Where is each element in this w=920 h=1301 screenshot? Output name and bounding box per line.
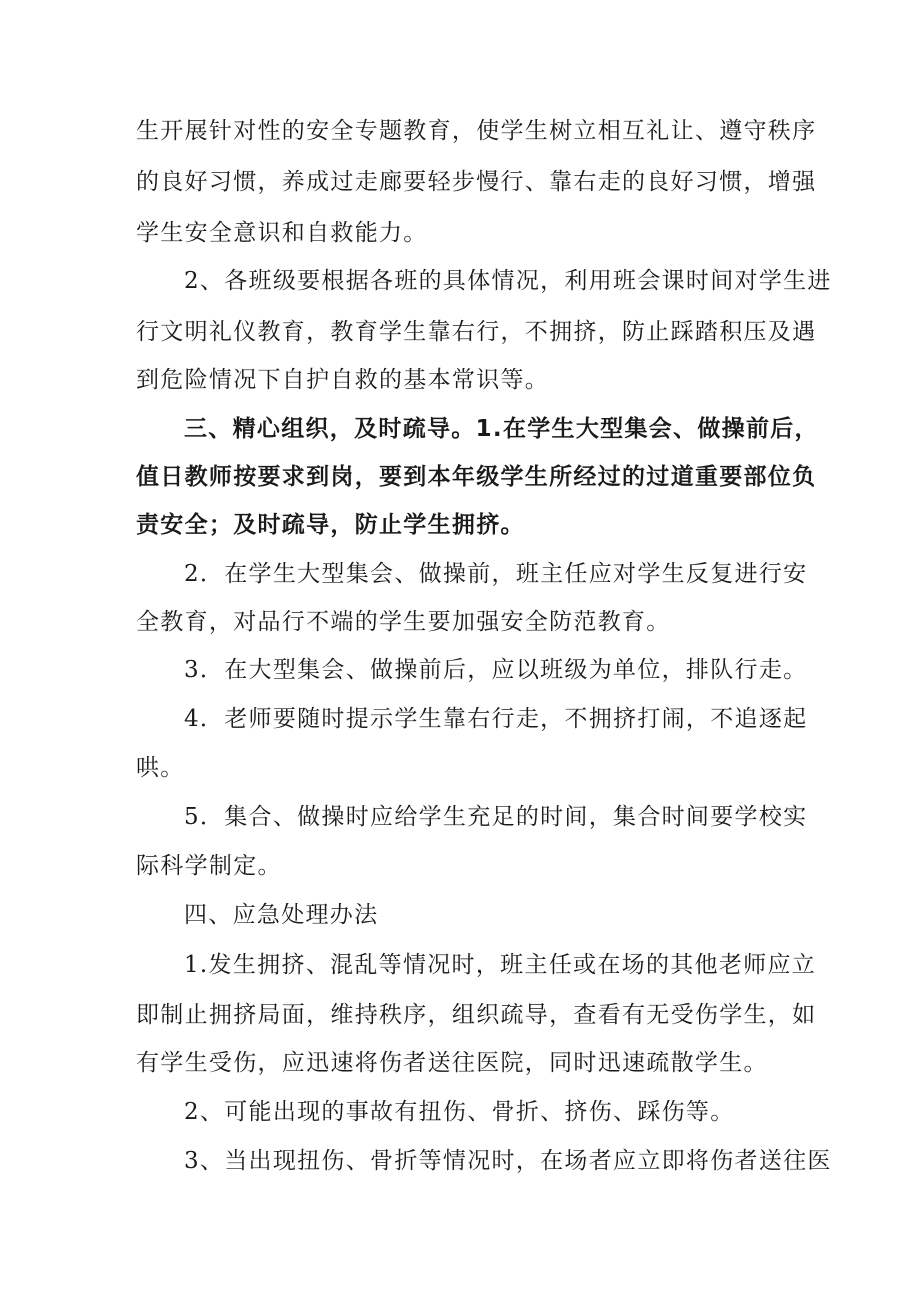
para-1-line-3: 学生安全意识和自救能力。	[136, 220, 428, 246]
para-2-line-2: 行文明礼仪教育，教育学生靠右行，不拥挤，防止踩踏积压及遇	[136, 319, 817, 345]
para-2-line-3: 到危险情况下自护自救的基本常识等。	[136, 367, 550, 393]
para-2-line-1: 2、各班级要根据各班的具体情况，利用班会课时间对学生进	[184, 268, 832, 294]
item-4-line-2: 哄。	[136, 755, 185, 781]
section-3-heading-line-2: 值日教师按要求到岗，要到本年级学生所经过的过道重要部位负	[136, 464, 817, 490]
item-4-line-1: 4．老师要随时提示学生靠右行走，不拥挤打闹，不追逐起	[184, 706, 808, 732]
section-4-heading: 四、应急处理办法	[184, 902, 379, 928]
item-2-line-2: 全教育，对品行不端的学生要加强安全防范教育。	[136, 609, 671, 635]
section-3-heading-line-3: 责安全；及时疏导，防止学生拥挤。	[136, 512, 525, 538]
item-3-line-1: 3．在大型集会、做操前后，应以班级为单位，排队行走。	[184, 657, 808, 683]
para-1-line-2: 的良好习惯，养成过走廊要轻步慢行、靠右走的良好习惯，增强	[136, 169, 817, 195]
para-1-line-1: 生开展针对性的安全专题教育，使学生树立相互礼让、遵守秩序	[136, 118, 817, 144]
item-2-line-1: 2．在学生大型集会、做操前，班主任应对学生反复进行安	[184, 561, 808, 587]
section-3-heading-line-1: 三、精心组织，及时疏导。1.在学生大型集会、做操前后，	[184, 416, 819, 442]
emergency-3-line-1: 3、当出现扭伤、骨折等情况时，在场者应立即将伤者送往医	[184, 1148, 832, 1174]
emergency-2-line-1: 2、可能出现的事故有扭伤、骨折、挤伤、踩伤等。	[184, 1099, 735, 1125]
emergency-1-line-2: 即制止拥挤局面，维持秩序，组织疏导，查看有无受伤学生，如	[136, 1002, 817, 1028]
item-5-line-2: 际科学制定。	[136, 853, 282, 879]
item-5-line-1: 5．集合、做操时应给学生充足的时间，集合时间要学校实	[184, 804, 808, 830]
emergency-1-line-1: 1.发生拥挤、混乱等情况时，班主任或在场的其他老师应立	[184, 952, 817, 978]
emergency-1-line-3: 有学生受伤，应迅速将伤者送往医院，同时迅速疏散学生。	[136, 1050, 768, 1076]
